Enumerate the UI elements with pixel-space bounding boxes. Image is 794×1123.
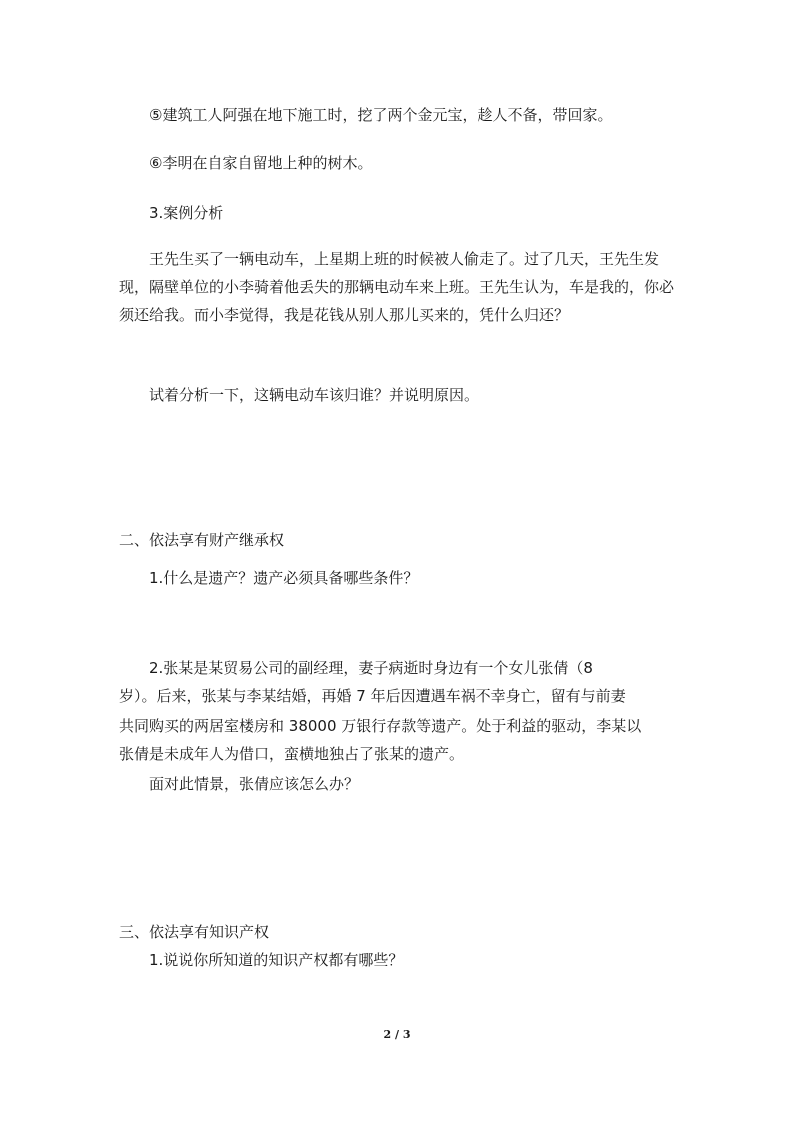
inheritance-case-line-1: 2.张某是某贸易公司的副经理，妻子病逝时身边有一个女儿张倩（8 bbox=[149, 659, 593, 677]
case-analysis-text bbox=[119, 245, 679, 329]
page-number: 2 / 3 bbox=[383, 1028, 411, 1041]
inheritance-case-question: 面对此情景，张倩应该怎么办？ bbox=[149, 775, 360, 793]
case-analysis-text-content: 王先生买了一辆电动车，上星期上班的时候被人偷走了。过了几天，王先生发现，隔壁单位的小李骑着他丢失的那辆电动车来上班。王先生认为，车是我的，你必须还给我。而小李觉得，我是花钱从别人那儿买来的，凭什么归还？ bbox=[119, 250, 675, 324]
section-heading-inheritance: 二、依法享有财产继承权 bbox=[119, 531, 285, 549]
case-analysis-heading: 3.案例分析 bbox=[149, 204, 224, 222]
list-item-5: ⑤建筑工人阿强在地下施工时，挖了两个金元宝，趁人不备，带回家。 bbox=[149, 106, 613, 124]
list-item-6: ⑥李明在自家自留地上种的树木。 bbox=[149, 154, 373, 172]
ip-question-1: 1.说说你所知道的知识产权都有哪些？ bbox=[149, 951, 404, 969]
inheritance-question-1: 1.什么是遗产？遗产必须具备哪些条件？ bbox=[149, 569, 419, 587]
case-analysis-question: 试着分析一下，这辆电动车该归谁？并说明原因。 bbox=[149, 386, 480, 404]
inheritance-case-line-3: 共同购买的两居室楼房和 38000 万银行存款等遗产。处于利益的驱动，李某以 bbox=[119, 717, 642, 735]
inheritance-case-line-4: 张倩是未成年人为借口，蛮横地独占了张某的遗产。 bbox=[119, 745, 465, 763]
inheritance-case-line-2: 岁）。后来，张某与李某结婚，再婚 7 年后因遭遇车祸不幸身亡，留有与前妻 bbox=[119, 687, 626, 705]
section-heading-ip: 三、依法享有知识产权 bbox=[119, 923, 270, 941]
